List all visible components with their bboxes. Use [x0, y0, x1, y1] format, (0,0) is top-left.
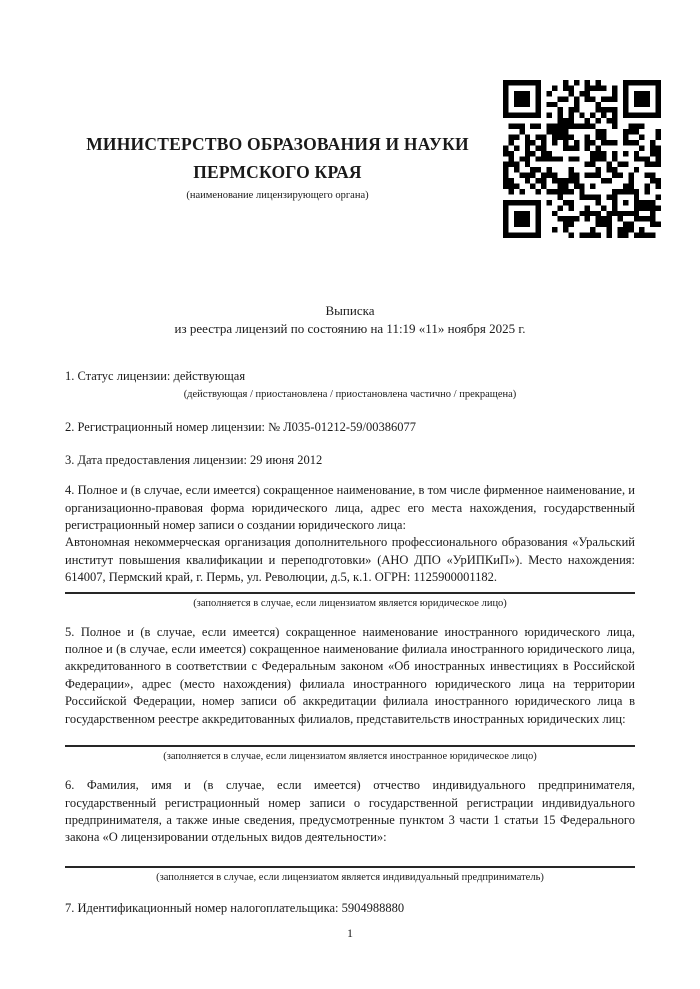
- foreign-entity-label: 5. Полное и (в случае, если имеется) сокращенное наименование иностранного юридического лица, полное и (в случае, если имеется) сокращенное наименование филиала иностранного юридического лица, аккредитованного в соответствии с Федеральным законом «Об иностранных инвестициях в Российской Федерации», адрес (место нахождения) филиала иностранного юридического лица на территории Российской Федерации, номер записи об аккредитации филиала иностранного юридического лица в государственном реестре аккредитованных филиалов, представительств иностранных юридических лиц:: [65, 624, 635, 726]
- legal-entity-underline: [65, 592, 635, 594]
- foreign-entity-underline: [65, 745, 635, 747]
- document-title: Выписка: [325, 303, 375, 318]
- taxpayer-number-text: 7. Идентификационный номер налогоплательщика: 5904988880: [65, 900, 405, 915]
- ministry-caption: (наименование лицензирующего органа): [186, 190, 369, 201]
- page-number: 1: [347, 926, 353, 940]
- item-6-individual-entrepreneur: [65, 777, 635, 885]
- item-7-taxpayer-number: [65, 900, 635, 917]
- item-2-registration-number: [65, 419, 635, 436]
- individual-entrepreneur-caption: (заполняется в случае, если лицензиатом является индивидуальный предприниматель): [156, 871, 544, 883]
- document-body: [65, 360, 635, 917]
- foreign-entity-caption: (заполняется в случае, если лицензиатом является иностранное юридическое лицо): [163, 751, 537, 763]
- individual-entrepreneur-underline: [65, 866, 635, 868]
- individual-entrepreneur-label: 6. Фамилия, имя и (в случае, если имеется) отчество индивидуального предпринимателя, государственный регистрационный номер записи о государственной регистрации индивидуального предпринимателя, а также иные сведения, предусмотренные пунктом 3 части 1 статьи 15 Федерального закона «О лицензировании отдельных видов деятельности»:: [65, 778, 635, 845]
- item-1-license-status: [65, 368, 635, 402]
- document-title-block: [65, 302, 635, 337]
- registration-number-text: 2. Регистрационный номер лицензии: № Л035-01212-59/00386077: [65, 420, 416, 435]
- item-5-foreign-entity: [65, 624, 635, 764]
- legal-entity-caption: (заполняется в случае, если лицензиатом является юридическое лицо): [193, 597, 507, 609]
- document-subtitle: из реестра лицензий по состоянию на 11:19 «11» ноября 2025 г.: [174, 320, 526, 336]
- legal-entity-value: Автономная некоммерческая организация дополнительного профессионального образования «Уральский институт повышения квалификации и переподготовки» (АНО ДПО «УрИПКиП»). Место нахождения: 614007, Пермский край, г. Пермь, ул. Революции, д.5, к.1. ОГРН: 1125900001182.: [65, 535, 635, 585]
- ministry-name-line1: МИНИСТЕРСТВО ОБРАЗОВАНИЯ И НАУКИ: [86, 134, 469, 154]
- ministry-name-line2: ПЕРМСКОГО КРАЯ: [193, 162, 362, 182]
- license-status-options-caption: (действующая / приостановлена / приостановлена частично / прекращена): [183, 389, 517, 401]
- item-4-legal-entity: [65, 482, 635, 610]
- licensing-authority-block: [65, 130, 490, 203]
- qr-code-icon: [503, 80, 661, 238]
- item-3-license-date: [65, 452, 635, 469]
- license-status-text: 1. Статус лицензии: действующая: [65, 369, 246, 383]
- legal-entity-label: 4. Полное и (в случае, если имеется) сокращенное наименование, в том числе фирменное наименование, и организационно-правовая форма юридического лица, адрес его места нахождения, государственный регистрационный номер записи о создании юридического лица:: [65, 483, 635, 533]
- license-date-text: 3. Дата предоставления лицензии: 29 июня 2012: [65, 452, 323, 467]
